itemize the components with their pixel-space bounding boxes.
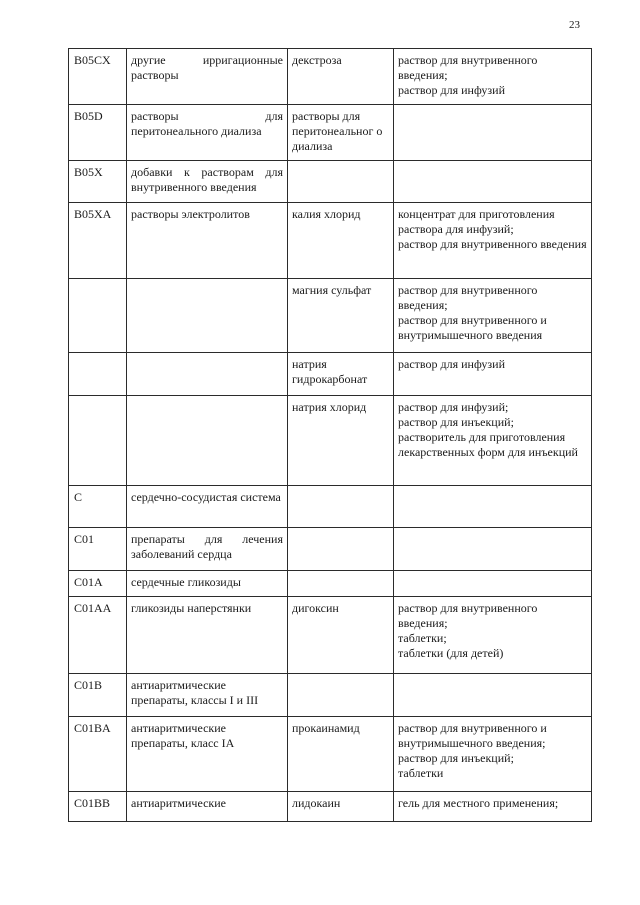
drug-name: прокаинамид — [288, 717, 394, 792]
pharmacological-group — [127, 396, 288, 486]
pharmacological-group: антиаритмические препараты, класс IA — [127, 717, 288, 792]
table-row — [69, 161, 592, 203]
drug-name — [288, 674, 394, 717]
table-row — [69, 597, 592, 674]
table-row — [69, 353, 592, 396]
drug-name — [288, 161, 394, 203]
table-row — [69, 528, 592, 571]
dosage-form: раствор для внутривенного введения; раствор для инфузий — [394, 49, 592, 105]
drug-name: лидокаин — [288, 792, 394, 822]
drug-name: натрия гидрокарбонат — [288, 353, 394, 396]
atc-code: C — [69, 486, 127, 528]
table-row — [69, 396, 592, 486]
pharmacological-group: препараты для лечения заболеваний сердца — [127, 528, 288, 571]
dosage-form — [394, 486, 592, 528]
atc-code: B05XA — [69, 203, 127, 279]
table-row — [69, 203, 592, 279]
atc-code — [69, 353, 127, 396]
page-number: 23 — [569, 19, 580, 31]
dosage-form: раствор для инфузий; раствор для инъекций; растворитель для приготовления лекарственных форм для инъекций — [394, 396, 592, 486]
drug-name — [288, 486, 394, 528]
pharmacological-group: антиаритмические — [127, 792, 288, 822]
dosage-form: концентрат для приготовления раствора для инфузий; раствор для внутривенного введения — [394, 203, 592, 279]
table-row — [69, 792, 592, 822]
dosage-form: раствор для внутривенного и внутримышечного введения; раствор для инъекций; таблетки — [394, 717, 592, 792]
dosage-form — [394, 528, 592, 571]
pharmacological-group: добавки к растворам для внутривенного введения — [127, 161, 288, 203]
dosage-form: раствор для внутривенного введения; таблетки; таблетки (для детей) — [394, 597, 592, 674]
dosage-form — [394, 105, 592, 161]
table-row — [69, 486, 592, 528]
table-row — [69, 674, 592, 717]
atc-code: C01BA — [69, 717, 127, 792]
table-row — [69, 49, 592, 105]
drug-name: растворы для перитонеальног о диализа — [288, 105, 394, 161]
atc-code — [69, 396, 127, 486]
atc-code: B05CX — [69, 49, 127, 105]
dosage-form: раствор для внутривенного введения; раствор для внутривенного и внутримышечного введения — [394, 279, 592, 353]
medication-table — [68, 48, 592, 822]
drug-name: дигоксин — [288, 597, 394, 674]
dosage-form — [394, 571, 592, 597]
table-row — [69, 571, 592, 597]
atc-code: C01 — [69, 528, 127, 571]
pharmacological-group: сердечно-сосудистая система — [127, 486, 288, 528]
atc-code: C01AA — [69, 597, 127, 674]
atc-code: B05D — [69, 105, 127, 161]
dosage-form: гель для местного применения; — [394, 792, 592, 822]
dosage-form — [394, 674, 592, 717]
drug-name: натрия хлорид — [288, 396, 394, 486]
pharmacological-group: растворы электролитов — [127, 203, 288, 279]
table-row — [69, 717, 592, 792]
atc-code: C01BB — [69, 792, 127, 822]
pharmacological-group: сердечные гликозиды — [127, 571, 288, 597]
drug-name: калия хлорид — [288, 203, 394, 279]
pharmacological-group: другие ирригационные растворы — [127, 49, 288, 105]
dosage-form — [394, 161, 592, 203]
drug-name — [288, 571, 394, 597]
pharmacological-group: растворы для перитонеального диализа — [127, 105, 288, 161]
drug-name: декстроза — [288, 49, 394, 105]
atc-code: C01B — [69, 674, 127, 717]
pharmacological-group — [127, 279, 288, 353]
table-row — [69, 279, 592, 353]
drug-name: магния сульфат — [288, 279, 394, 353]
pharmacological-group: гликозиды наперстянки — [127, 597, 288, 674]
pharmacological-group — [127, 353, 288, 396]
atc-code: C01A — [69, 571, 127, 597]
pharmacological-group: антиаритмические препараты, классы I и III — [127, 674, 288, 717]
atc-code: B05X — [69, 161, 127, 203]
dosage-form: раствор для инфузий — [394, 353, 592, 396]
atc-code — [69, 279, 127, 353]
drug-name — [288, 528, 394, 571]
table-row — [69, 105, 592, 161]
